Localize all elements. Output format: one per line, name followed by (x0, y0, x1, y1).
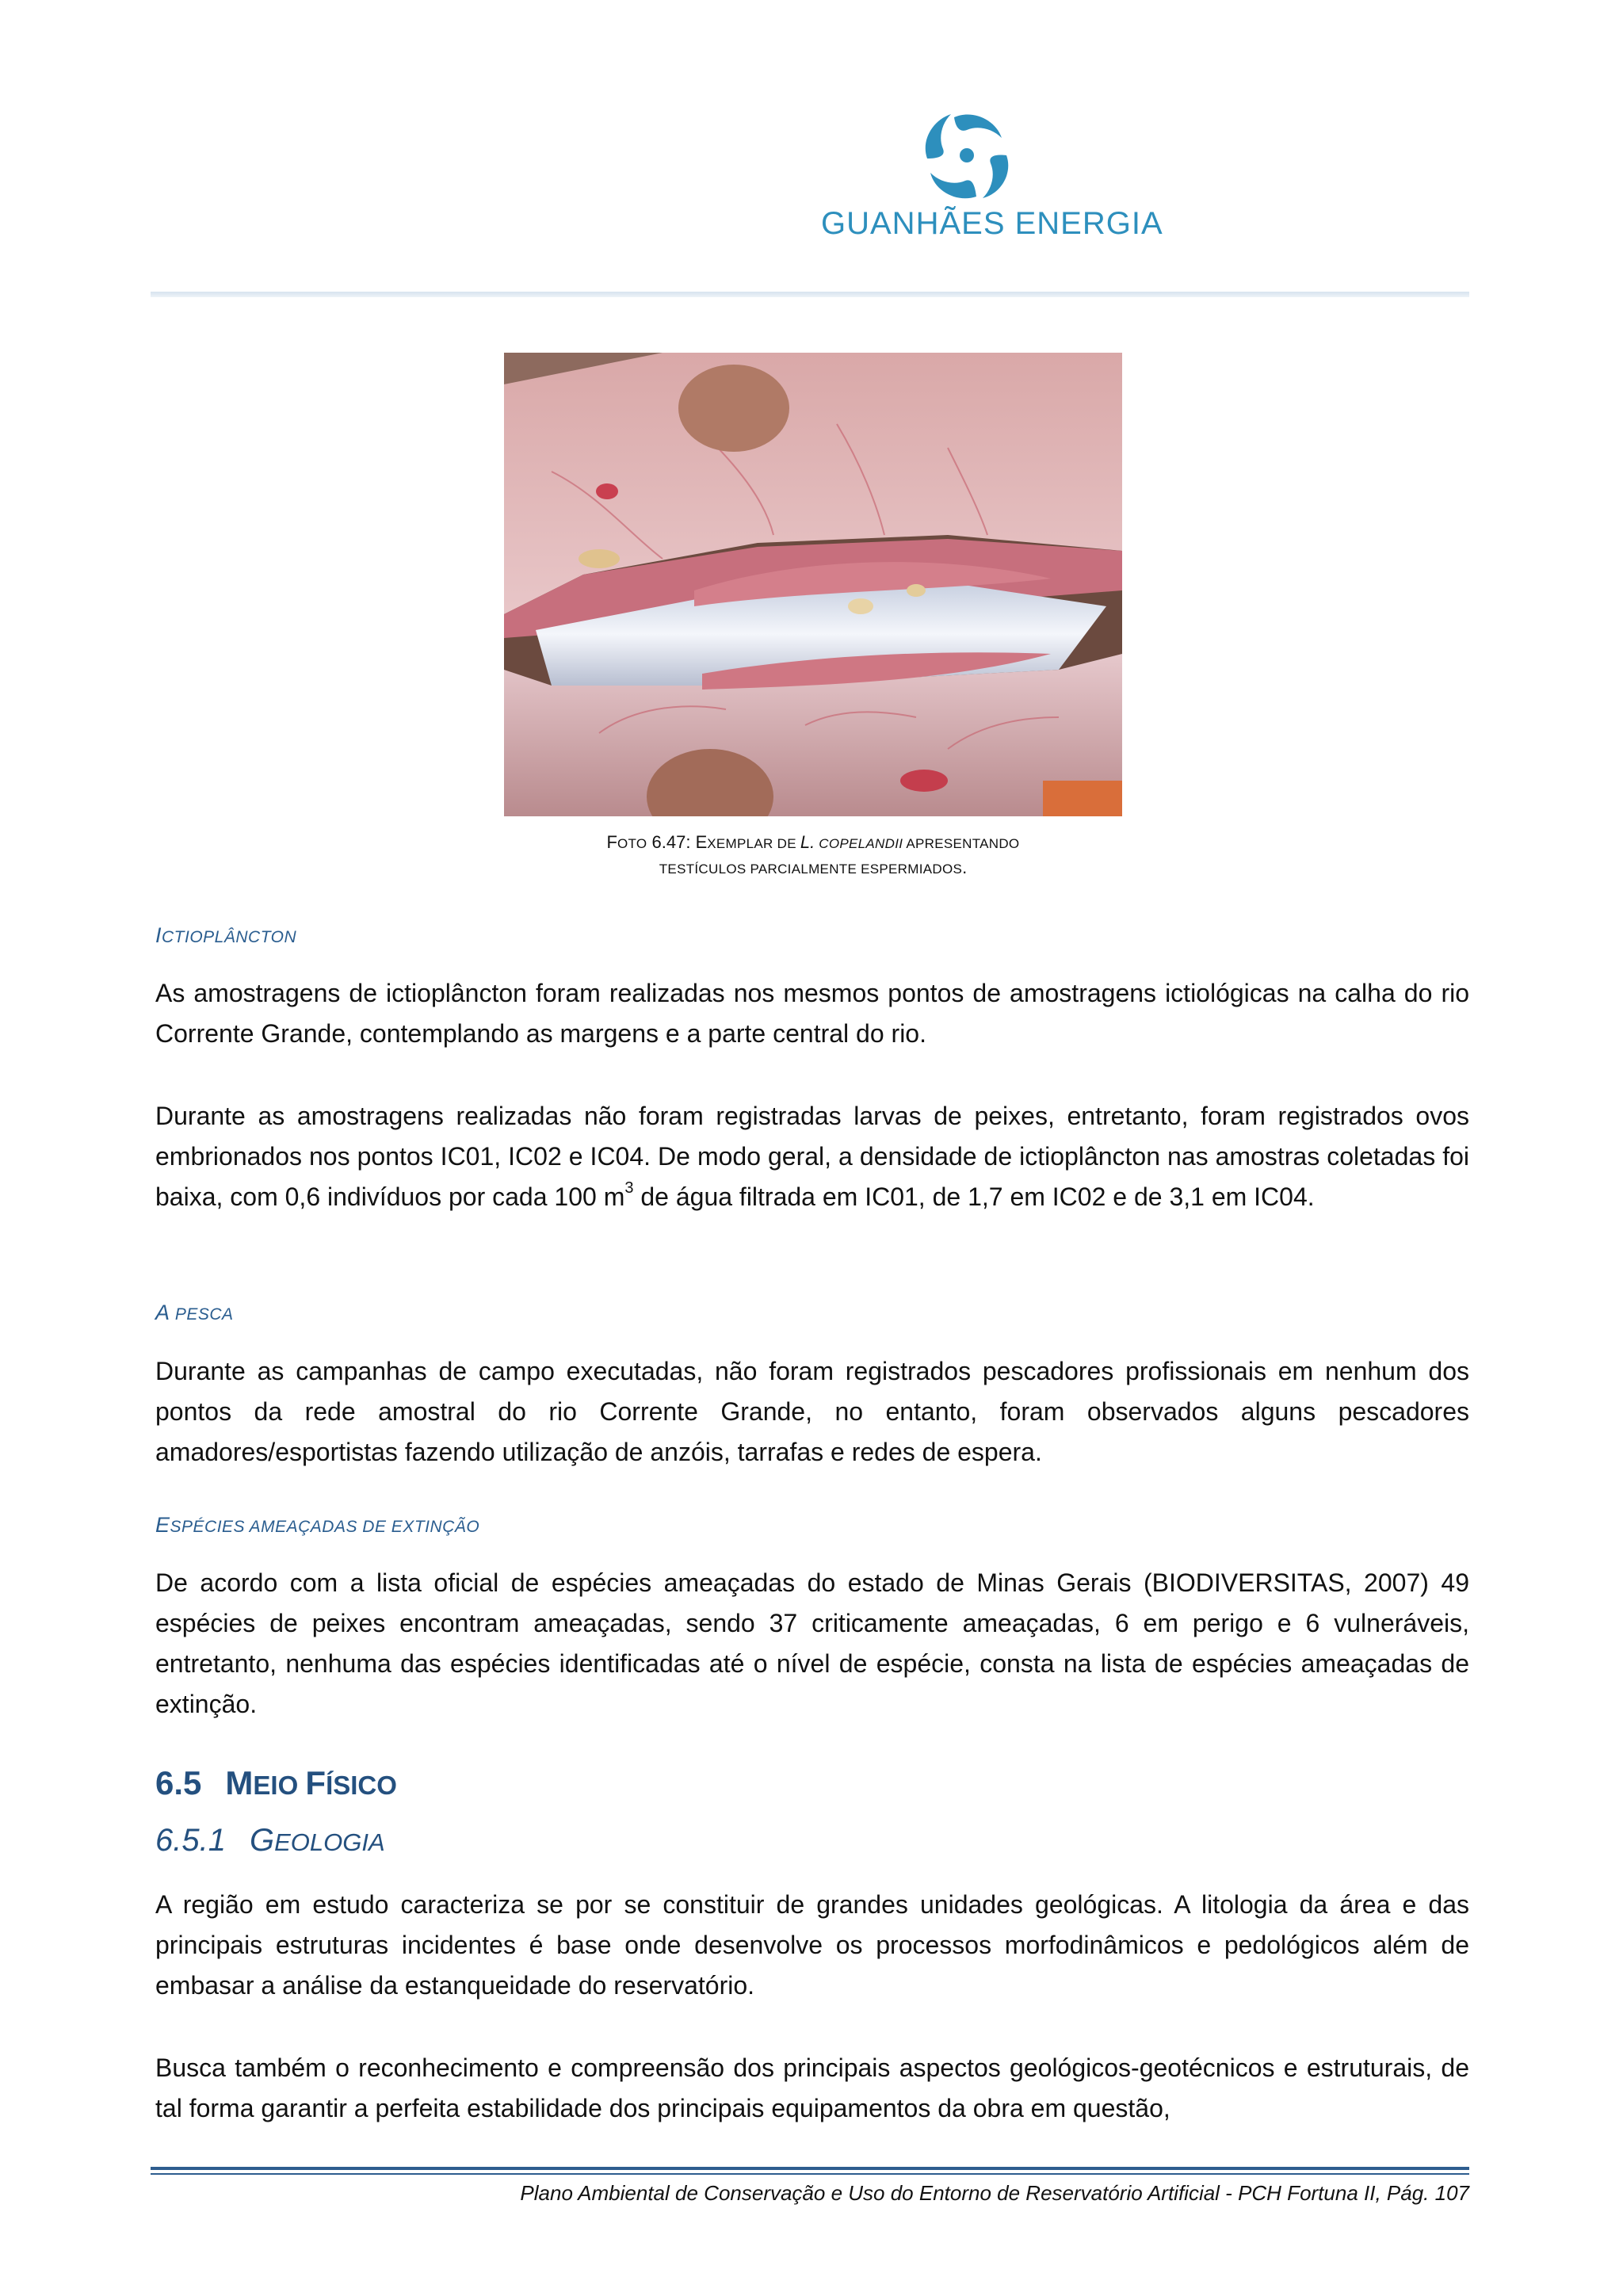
paragraph-especies: De acordo com a lista oficial de espécies ameaçadas do estado de Minas Gerais (BIODIVERSITAS, 2007) 49 espécies de peixes encontram ameaçadas, sendo 37 criticamente ameaçadas, 6 em perigo e 6 vulneráveis, entretanto, nenhuma das espécies identificadas até o nível de espécie, consta na lista de espécies ameaçadas de extinção. (155, 1568, 1469, 1718)
header-divider (151, 292, 1469, 297)
footer-divider (151, 2167, 1469, 2170)
paragraph-ictio-2: Durante as amostragens realizadas não foram registradas larvas de peixes, entretanto, foram registrados ovos embrionados nos pontos IC01, IC02 e IC04. De modo geral, a densidade de ictioplâncton nas amostras coletadas foi baixa, com 0,6 indivíduos por cada 100 $m^3$ de água filtrada em IC01, de 1,7 em IC02 e de 3,1 em IC04. (155, 1102, 1469, 1211)
photo-illustration (504, 353, 1122, 816)
paragraph-pesca: Durante as campanhas de campo executadas, não foram registrados pescadores profissionais em nenhum dos pontos da rede amostral do rio Corrente Grande, no entanto, foram observados alguns pescadores amadores/esportistas fazendo utilização de anzóis, tarrafas e redes de espera. (155, 1357, 1469, 1466)
heading-meio-fisico: 6.5 MEIO FÍSICO (155, 1764, 397, 1801)
caption-line-1: FOTO 6.47: EXEMPLAR DE L. COPELANDII APRESENTANDO (606, 832, 1020, 852)
heading-ictioplancton: ICTIOPLÂNCTON (155, 923, 297, 947)
caption-line-2: TESTÍCULOS PARCIALMENTE ESPERMIADOS. (659, 858, 968, 877)
heading-geologia: 6.5.1 GEOLOGIA (155, 1823, 385, 1858)
footer-divider-thin (151, 2173, 1469, 2175)
heading-especies-ameacadas: ESPÉCIES AMEAÇADAS DE EXTINÇÃO (155, 1513, 480, 1537)
paragraph-ictio-1: As amostragens de ictioplâncton foram realizadas nos mesmos pontos de amostragens ictiológicas na calha do rio Corrente Grande, contemplando as margens e a parte central do rio. (155, 979, 1469, 1048)
heading-a-pesca: A PESCA (155, 1301, 234, 1324)
paragraph-geologia-2: Busca também o reconhecimento e compreensão dos principais aspectos geológicos-geotécnicos e estruturais, de tal forma garantir a perfeita estabilidade dos principais equipamentos da obra em questão, (155, 2053, 1469, 2122)
logo-text: GUANHÃES ENERGIA (821, 206, 1163, 241)
photo-caption (396, 831, 1230, 881)
paragraph-geologia-1: A região em estudo caracteriza se por se constituir de grandes unidades geológicas. A litologia da área e das principais estruturas incidentes é base onde desenvolve os processos morfodinâmicos e pedológicos além de embasar a análise da estanqueidade do reservatório. (155, 1890, 1469, 2000)
logo-swirl-icon (922, 111, 1011, 200)
fish-dissection-photo (504, 353, 1122, 816)
footer-text: Plano Ambiental de Conservação e Uso do Entorno de Reservatório Artificial - PCH Fortuna II, Pág. 107 (520, 2181, 1469, 2205)
company-logo (821, 108, 1163, 247)
